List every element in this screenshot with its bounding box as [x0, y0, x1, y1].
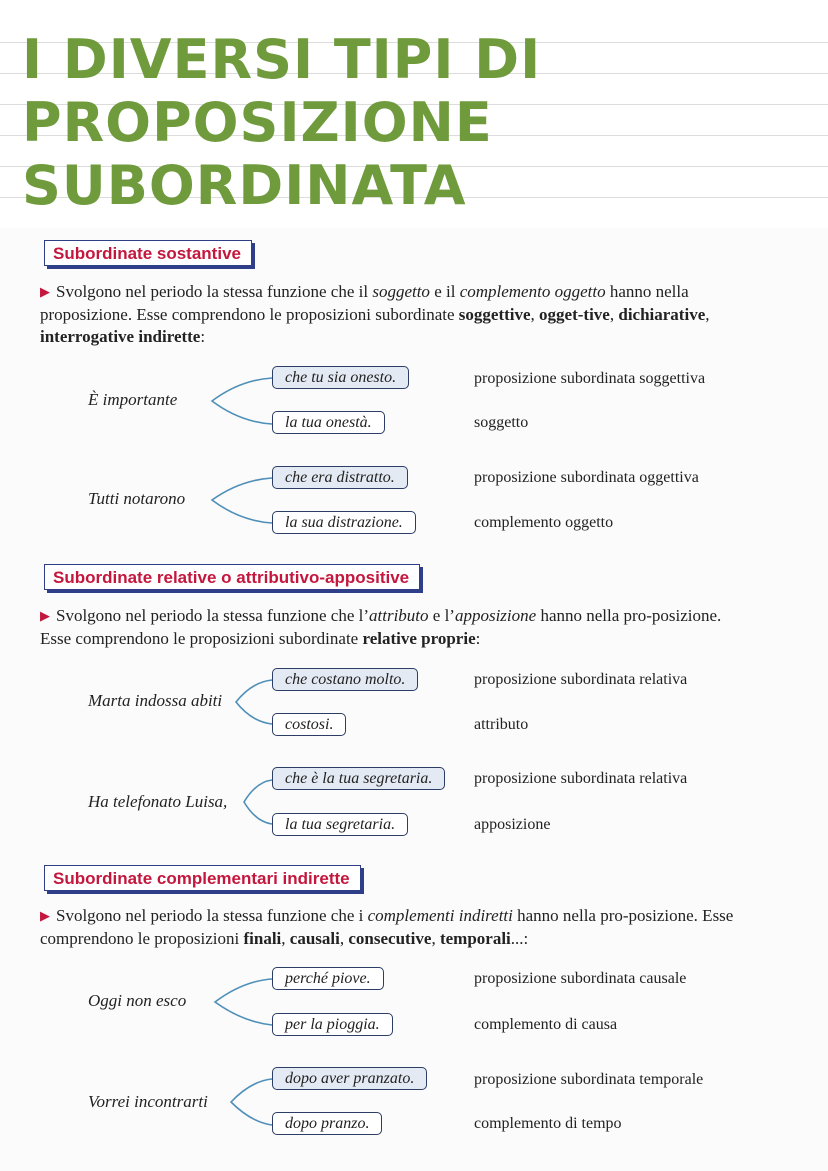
example-main-clause: Vorrei incontrarti [88, 1092, 208, 1111]
example-box-equivalent: dopo pranzo. [272, 1112, 382, 1135]
example-main-clause: Tutti notarono [88, 489, 186, 508]
example-box-equivalent: la sua distrazione. [272, 511, 416, 534]
example-box-subordinate: perché piove. [272, 967, 384, 990]
example-box-subordinate: che costano molto. [272, 668, 418, 691]
example-label: apposizione [474, 816, 551, 833]
example-label: complemento di causa [474, 1016, 618, 1033]
example-main-clause: Marta indossa abiti [88, 691, 223, 710]
branch-connector [200, 370, 280, 430]
bullet-icon: ▶ [40, 908, 50, 923]
example-main-clause: Ha telefonato Luisa, [88, 792, 228, 811]
example-label: proposizione subordinata soggettiva [474, 370, 706, 387]
title-line-2: PROPOSIZIONE [22, 91, 493, 154]
section-intro-complementari: ▶ Svolgono nel periodo la stessa funzione che i complementi indiretti hanno nella pro-posizione. Esse comprendono le proposizioni finali, causali, consecutive, temporali...: [40, 906, 734, 948]
example-main-clause: Oggi non esco [88, 991, 187, 1010]
example-box-equivalent: la tua segretaria. [272, 813, 408, 836]
section-intro-relative: ▶ Svolgono nel periodo la stessa funzione che l’attributo e l’apposizione hanno nella pro-posizione. Esse comprendono le proposizioni subordinate relative proprie: [40, 606, 722, 648]
example-label: proposizione subordinata relativa [474, 671, 688, 688]
example-box-equivalent: la tua onestà. [272, 411, 385, 434]
bullet-icon: ▶ [40, 608, 50, 623]
section-heading-relative: Subordinate relative o attributivo-appositive [44, 564, 420, 590]
bullet-icon: ▶ [40, 284, 50, 299]
example-box-subordinate: dopo aver pranzato. [272, 1067, 427, 1090]
branch-connector [205, 970, 280, 1030]
example-box-equivalent: costosi. [272, 713, 346, 736]
example-box-equivalent: per la pioggia. [272, 1013, 393, 1036]
example-label: attributo [474, 716, 529, 733]
example-label: complemento oggetto [474, 514, 614, 531]
branch-connector [200, 470, 280, 530]
example-label: proposizione subordinata oggettiva [474, 469, 699, 486]
section-heading-sostantive: Subordinate sostantive [44, 240, 252, 266]
example-main-clause: È importante [88, 390, 178, 409]
example-label: proposizione subordinata temporale [474, 1071, 704, 1088]
example-label: proposizione subordinata causale [474, 970, 687, 987]
example-label: proposizione subordinata relativa [474, 770, 688, 787]
section-heading-complementari: Subordinate complementari indirette [44, 865, 361, 891]
page-title [22, 28, 541, 217]
example-box-subordinate: che è la tua segretaria. [272, 767, 445, 790]
example-box-subordinate: che tu sia onesto. [272, 366, 409, 389]
section-intro-sostantive: ▶ Svolgono nel periodo la stessa funzione che il soggetto e il complemento oggetto hanno nella proposizione. Esse comprendono le proposizioni subordinate soggettive, ogget-tive, dichiarative, interrogative indirette: [40, 282, 710, 346]
example-box-subordinate: che era distratto. [272, 466, 408, 489]
example-label: soggetto [474, 414, 529, 431]
title-line-3: SUBORDINATA [22, 154, 467, 217]
title-line-1: I DIVERSI TIPI DI [22, 28, 542, 91]
example-label: complemento di tempo [474, 1115, 622, 1132]
